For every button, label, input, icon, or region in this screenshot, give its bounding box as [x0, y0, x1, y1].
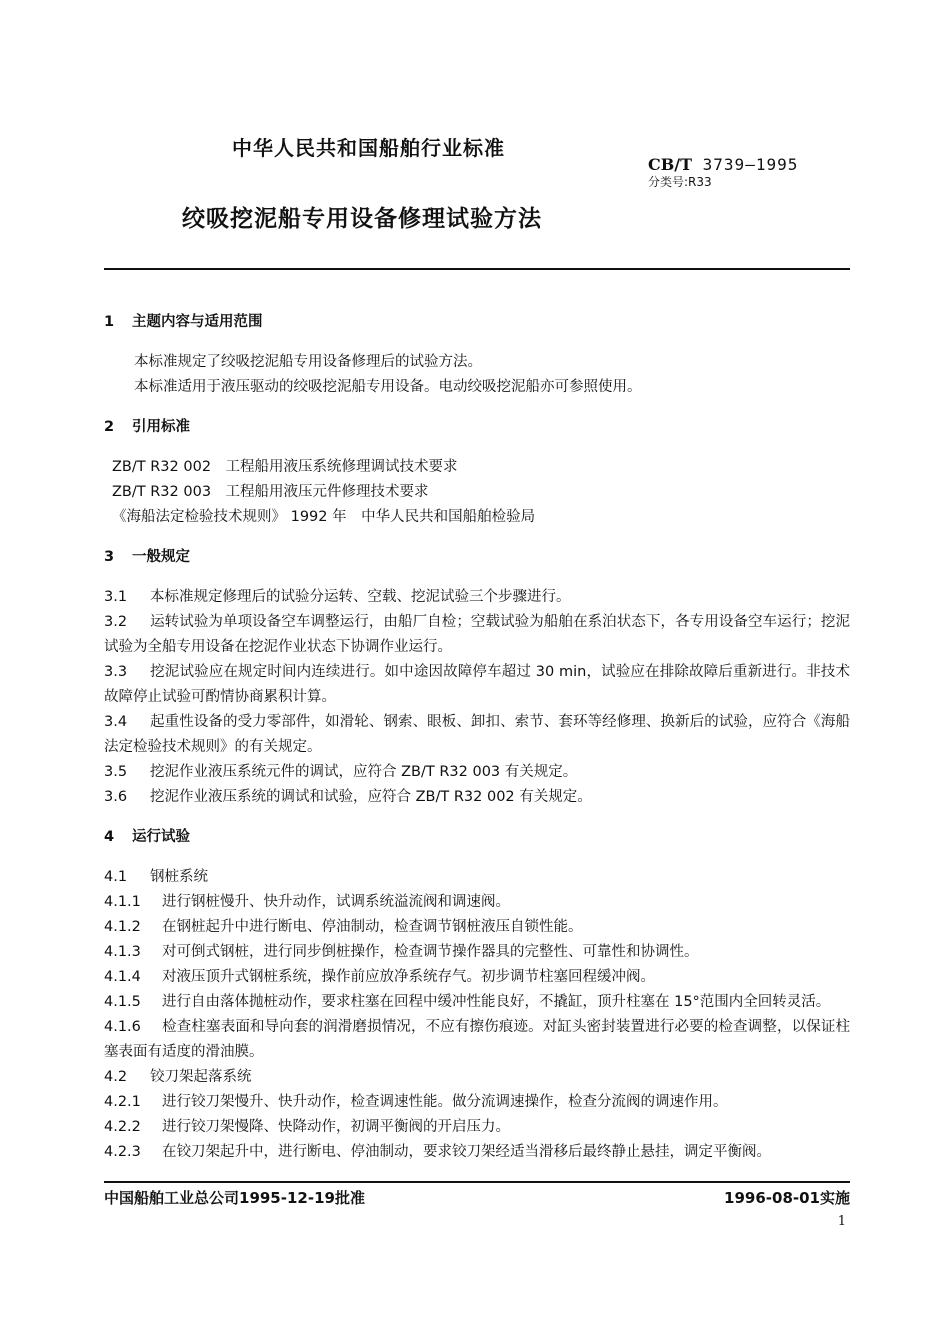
clause-item: 3.1 本标准规定修理后的试验分运转、空载、挖泥试验三个步骤进行。: [104, 589, 571, 605]
document-body: [104, 310, 850, 1165]
clause-item: 4.1.1 进行钢桩慢升、快升动作，试调系统溢流阀和调速阀。: [104, 894, 510, 910]
code-prefix: CB/T: [648, 155, 693, 174]
clause-item: 4.1.2 在钢桩起升中进行断电、停油制动，检查调节钢桩液压自锁性能。: [104, 919, 583, 935]
clause-item: 3.6 挖泥作业液压系统的调试和试验，应符合 ZB/T R32 002 有关规定。: [104, 789, 592, 805]
section-heading-3: 3 一般规定: [104, 549, 190, 565]
header-divider: [104, 268, 850, 270]
clause-item: 4.2.1 进行铰刀架慢升、快升动作，检查调速性能。做分流调速操作，检查分流阀的调速作用。: [104, 1094, 728, 1110]
section-heading-1: 1 主题内容与适用范围: [104, 314, 263, 330]
reference-item: ZB/T R32 002 工程船用液压系统修理调试技术要求: [112, 459, 458, 475]
page-number: 1: [837, 1214, 846, 1229]
clause-item: 4.1.4 对液压顶升式钢桩系统，操作前应放净系统存气。初步调节柱塞回程缓冲阀。: [104, 969, 655, 985]
clause-item: 3.2 运转试验为单项设备空车调整运行，由船厂自检；空载试验为船舶在系泊状态下，各专用设备空车运行；挖泥试验为全船专用设备在挖泥作业状态下协调作业运行。: [104, 614, 850, 655]
implementation-date: 1996-08-01实施: [724, 1189, 850, 1207]
reference-item: ZB/T R32 003 工程船用液压元件修理技术要求: [112, 484, 429, 500]
code-number: 3739—1995: [702, 155, 799, 174]
reference-item: 《海船法定检验技术规则》 1992 年 中华人民共和国船舶检验局: [112, 509, 536, 525]
clause-item: 3.3 挖泥试验应在规定时间内连续进行。如中途因故障停车超过 30 min，试验应在排除故障后重新进行。非技术故障停止试验可酌情协商累积计算。: [104, 664, 850, 705]
clause-item: 4.2 铰刀架起落系统: [104, 1069, 252, 1085]
clause-item: 4.2.2 进行铰刀架慢降、快降动作，初调平衡阀的开启压力。: [104, 1119, 510, 1135]
clause-item: 3.5 挖泥作业液压系统元件的调试，应符合 ZB/T R32 003 有关规定。: [104, 764, 578, 780]
approval-note: 中国船舶工业总公司1995-12-19批准: [104, 1189, 365, 1207]
paragraph: 本标准规定了绞吸挖泥船专用设备修理后的试验方法。: [134, 354, 482, 370]
clause-item: 4.1.3 对可倒式钢桩，进行同步倒桩操作，检查调节操作器具的完整性、可靠性和协调性。: [104, 944, 699, 960]
clause-item: 4.1.5 进行自由落体抛桩动作，要求柱塞在回程中缓冲性能良好，不撬缸，顶升柱塞在 15°范围内全回转灵活。: [104, 994, 831, 1010]
classification-number: 分类号:R33: [648, 175, 712, 189]
footer-divider: [104, 1181, 850, 1183]
issuing-organization: 中华人民共和国船舶行业标准: [232, 136, 505, 160]
section-heading-2: 2 引用标准: [104, 419, 190, 435]
paragraph: 本标准适用于液压驱动的绞吸挖泥船专用设备。电动绞吸挖泥船亦可参照使用。: [134, 379, 642, 395]
clause-item: 4.2.3 在铰刀架起升中，进行断电、停油制动，要求铰刀架经适当滑移后最终静止悬挂，调定平衡阀。: [104, 1144, 771, 1160]
clause-item: 3.4 起重性设备的受力零部件，如滑轮、钢索、眼板、卸扣、索节、套环等经修理、换新后的试验，应符合《海船法定检验技术规则》的有关规定。: [104, 714, 850, 755]
clause-item: 4.1.6 检查柱塞表面和导向套的润滑磨损情况，不应有擦伤痕迹。对缸头密封装置进行必要的检查调整，以保证柱塞表面有适度的滑油膜。: [104, 1019, 850, 1060]
section-heading-4: 4 运行试验: [104, 829, 190, 845]
document-title: 绞吸挖泥船专用设备修理试验方法: [182, 206, 542, 232]
standard-code: [648, 155, 798, 174]
clause-item: 4.1 钢桩系统: [104, 869, 208, 885]
